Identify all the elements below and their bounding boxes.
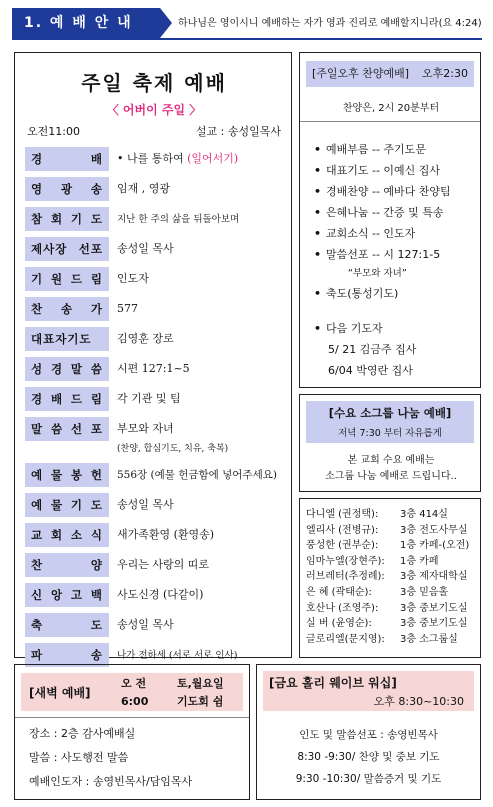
order-value: 인도자 <box>117 272 149 285</box>
afternoon-sub: 찬양은, 2시 20분부터 <box>342 103 440 114</box>
order-row <box>25 461 287 491</box>
order-row <box>25 145 287 175</box>
order-value: 사도신경 (다같이) <box>117 588 204 601</box>
order-value: 지난 한 주의 삶을 뒤돌아보며 <box>117 214 240 225</box>
order-label: 기 원 드 림 <box>25 267 109 291</box>
list-item: • 교회소식 -- 인도자 <box>314 227 416 240</box>
order-row <box>25 325 287 355</box>
order-row <box>25 235 287 265</box>
friday-leader: 인도 및 말씀선포 : 송영빈목사 <box>299 729 438 741</box>
order-row <box>25 295 287 325</box>
divider <box>15 717 249 718</box>
order-value: • 나를 통하여 (일어서기) <box>117 152 239 165</box>
order-value: 새가족환영 (환영송) <box>117 528 215 541</box>
header-rule <box>12 38 482 40</box>
list-item: 호산나 (조영주): 3층 중보기도실 <box>306 602 468 614</box>
order-value: 김영훈 장로 <box>117 332 174 345</box>
dawn-service-panel <box>14 664 250 800</box>
service-subtitle: 〈 어버이 주일 〉 <box>106 103 202 117</box>
section-header <box>0 0 493 40</box>
friday-schedule-1: 8:30 -9:30/ 찬양 및 중보 기도 <box>297 751 440 763</box>
dawn-header <box>21 673 243 711</box>
order-label: 신 앙 고 백 <box>25 583 109 607</box>
wednesday-header <box>306 401 474 443</box>
order-label: 축 도 <box>25 613 109 637</box>
afternoon-header <box>306 61 474 87</box>
sunday-service-panel <box>14 52 292 662</box>
afternoon-title: [주일오후 찬양예배] <box>312 67 410 80</box>
badge-arrow <box>160 8 172 38</box>
order-value: 시편 127:1~5 <box>117 362 190 375</box>
list-item: • 축도(통성기도) <box>314 287 399 300</box>
list-item: 다니엘 (권정택): 3층 414실 <box>306 509 448 520</box>
order-label: 예 물 봉 헌 <box>25 463 109 487</box>
order-row <box>25 551 287 581</box>
next-prayer: 6/04 박영란 집사 <box>328 364 413 377</box>
small-groups-panel <box>299 498 481 658</box>
order-value: 나가 전하세 (서로 서로 인사) <box>117 650 238 661</box>
order-label: 찬 송 가 <box>25 297 109 321</box>
order-label: 참 회 기 도 <box>25 207 109 231</box>
friday-worship-panel <box>256 664 481 800</box>
service-preacher: 설교 : 송성일목사 <box>195 125 281 138</box>
dawn-line1: 오 전 토,월요일 <box>121 677 224 690</box>
order-value-note: (찬양, 합심기도, 치유, 축복) <box>117 444 229 454</box>
list-item: 임마누엘(장현주): 1층 카페 <box>306 555 439 567</box>
order-row <box>25 581 287 611</box>
list-item: 실 버 (윤영순): 3층 중보기도실 <box>306 618 468 630</box>
header-verse: 하나님은 영이시니 예배하는 자가 영과 진리로 예배할지니라(요 4:24) <box>178 18 482 29</box>
list-item: • 말씀선포 -- 시 127:1-5 <box>314 248 441 261</box>
friday-title: [금요 홀리 웨이브 워십] <box>269 676 397 690</box>
list-item: 은 혜 (곽태순): 3층 믿음홀 <box>306 586 449 598</box>
order-value: 송성일 목사 <box>117 618 174 631</box>
friday-time: 오후 8:30~10:30 <box>373 695 464 708</box>
order-label: 대표자기도 <box>25 327 109 351</box>
order-row <box>25 491 287 521</box>
order-label: 예 물 기 도 <box>25 493 109 517</box>
list-item: • 경배찬양 -- 예바다 찬양팀 <box>314 185 451 198</box>
order-value: 임재 , 영광 <box>117 182 170 195</box>
order-label: 파 송 <box>25 643 109 667</box>
list-item: • 은혜나눔 -- 간증 및 특송 <box>314 206 444 219</box>
service-title: 주일 축제 예배 <box>81 71 227 95</box>
afternoon-time: 오후2:30 <box>422 67 468 80</box>
service-time: 오전11:00 <box>27 125 80 138</box>
order-row <box>25 415 287 461</box>
order-value: 송성일 목사 <box>117 242 174 255</box>
wednesday-note: 본 교회 수요 예배는 소그룹 나눔 예배로 드립니다.. <box>325 455 457 482</box>
spacer <box>314 304 480 318</box>
sermon-title: “부모와 자녀” <box>348 268 407 279</box>
divider <box>300 121 480 122</box>
dawn-title: [새벽 예배] <box>29 686 91 700</box>
order-row <box>25 265 287 295</box>
order-label: 영 광 송 <box>25 177 109 201</box>
list-item: • 대표기도 -- 이예신 집사 <box>314 164 441 177</box>
list-item: 글로리엘(문지영): 3층 소그룹실 <box>306 633 458 645</box>
order-value: 556장 (예물 헌금함에 넣어주세요) <box>117 469 277 481</box>
wednesday-title: [수요 소그룹 나눔 예배] <box>328 406 452 420</box>
section-badge: 1. 예 배 안 내 <box>12 8 160 38</box>
next-prayer: 5/ 21 김금주 집사 <box>328 343 417 356</box>
order-row <box>25 385 287 415</box>
dawn-word: 말씀 : 사도행전 말씀 <box>29 751 129 764</box>
dawn-leader: 예배인도자 : 송영빈목사/담임목사 <box>29 775 193 788</box>
stand-note: (일어서기) <box>187 152 239 165</box>
list-item: 엘리사 (전병규): 3층 전도사무실 <box>306 524 468 536</box>
order-row <box>25 355 287 385</box>
small-groups-list <box>306 507 469 647</box>
order-value: 우리는 사랑의 띠로 <box>117 558 210 571</box>
order-label: 교 회 소 식 <box>25 523 109 547</box>
dawn-line2: 6:00 기도회 쉼 <box>121 695 224 708</box>
afternoon-order-list <box>314 139 480 381</box>
list-item: • 다음 기도자 <box>314 322 383 335</box>
order-of-worship <box>25 145 287 671</box>
order-label: 제사장 선포 <box>25 237 109 261</box>
order-label: 말 씀 선 포 <box>25 417 109 441</box>
order-label: 성 경 말 씀 <box>25 357 109 381</box>
order-row <box>25 175 287 205</box>
order-value: 송성일 목사 <box>117 498 174 511</box>
order-row <box>25 521 287 551</box>
order-value: 577 <box>117 302 138 315</box>
order-value: 각 기관 및 팀 <box>117 392 181 405</box>
order-value: 부모와 자녀 <box>117 422 174 435</box>
friday-header <box>263 671 474 711</box>
dawn-place: 장소 : 2층 감사예배실 <box>29 727 136 740</box>
friday-schedule-2: 9:30 -10:30/ 말씀증거 및 기도 <box>295 773 442 785</box>
order-label: 경 배 <box>25 147 109 171</box>
order-row <box>25 205 287 235</box>
order-row <box>25 611 287 641</box>
afternoon-service-panel <box>299 52 481 388</box>
order-label: 경 배 드 림 <box>25 387 109 411</box>
wednesday-time: 저녁 7:30 부터 자유롭게 <box>338 428 442 439</box>
list-item: 러브레터(추정례): 3층 제자대학실 <box>306 571 468 583</box>
list-item: 풍성한 (권부순): 1층 카페-(오전) <box>306 540 470 552</box>
wednesday-panel <box>299 394 481 492</box>
list-item: • 예배부름 -- 주기도문 <box>314 143 426 156</box>
order-label: 찬 양 <box>25 553 109 577</box>
